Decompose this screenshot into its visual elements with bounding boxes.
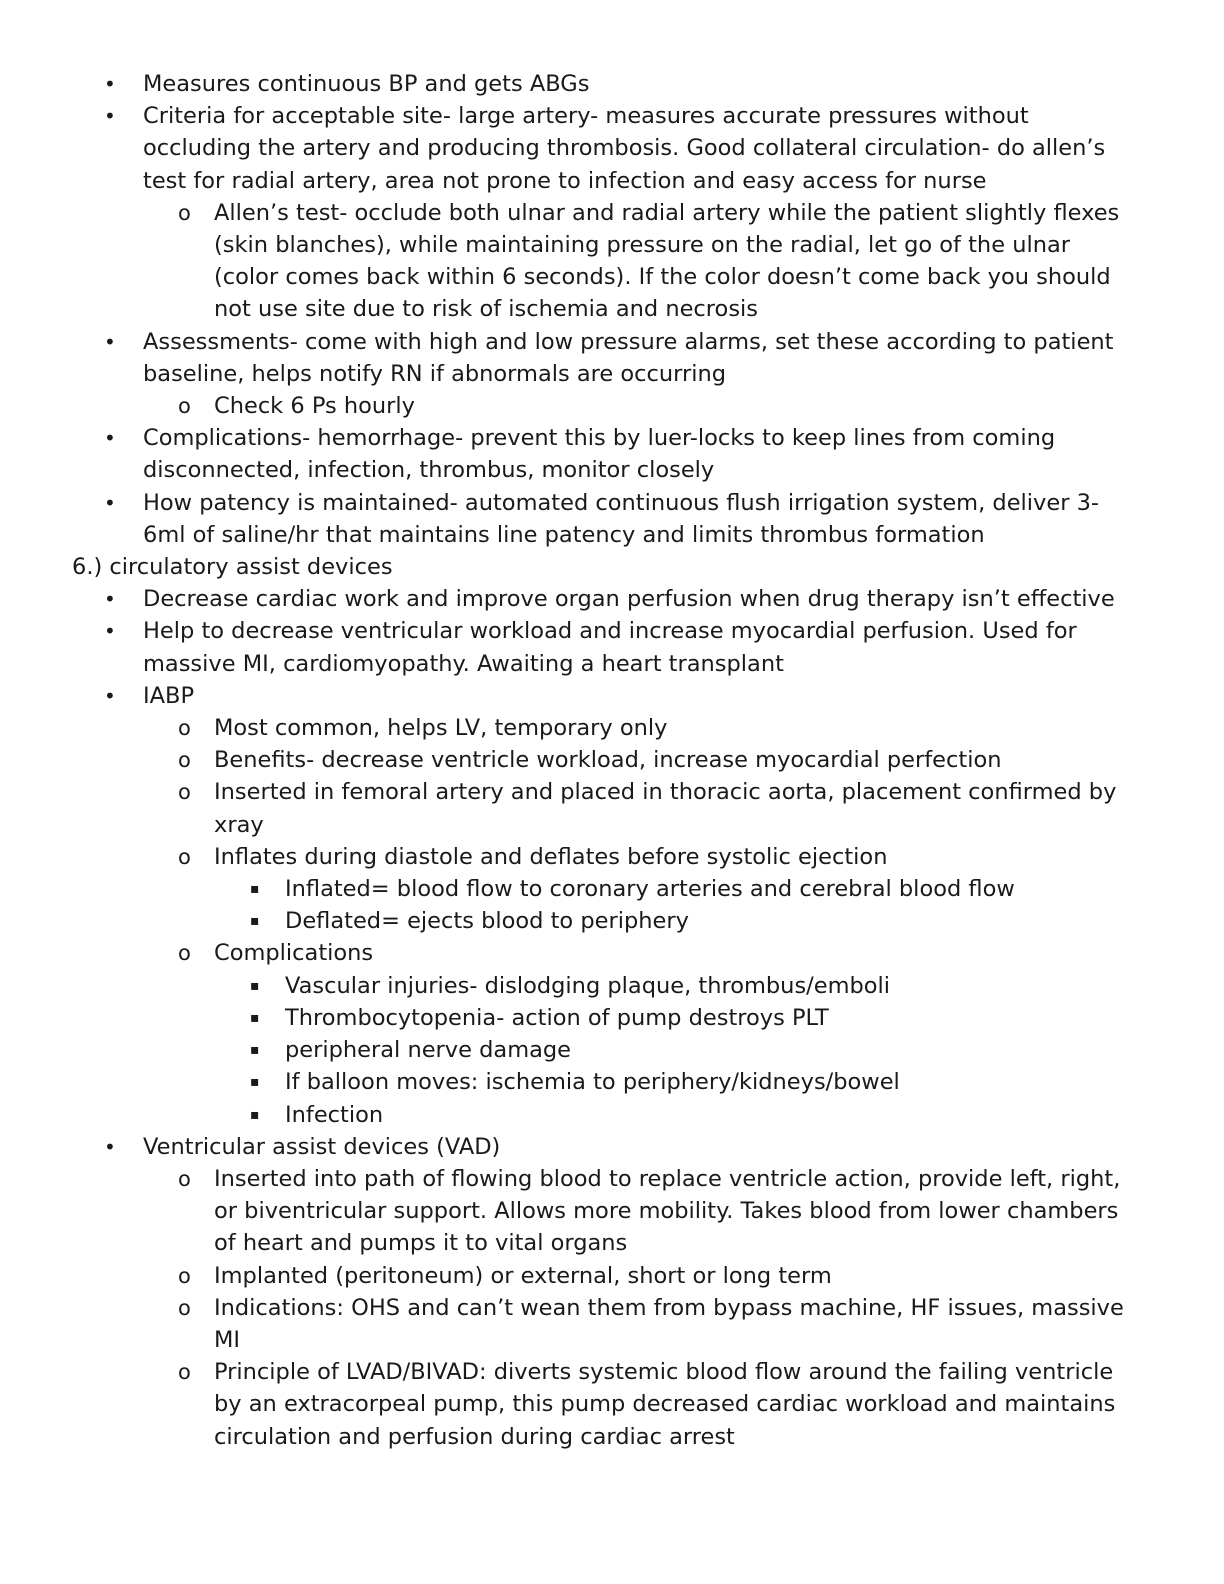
bullet-marker: ▪ [250, 1042, 260, 1059]
list-item-text: Allen’s test- occlude both ulnar and radial artery while the patient slightly flexes (skin blanches), while maintaining pressure on the radial, let go of the ulnar (color comes back within 6 seconds). If the color doesn’t come back you should not use site due to risk of ischemia and necrosis [214, 199, 1120, 323]
list-item-text: Implanted (peritoneum) or external, short or long term [214, 1262, 832, 1289]
bullet-marker: • [104, 426, 116, 451]
list-item [0, 68, 1133, 100]
list-item [0, 1002, 1135, 1034]
list-item-text: Thrombocytopenia- action of pump destroys PLT [285, 1004, 829, 1031]
bullet-marker: ▪ [250, 977, 260, 994]
list-item [0, 197, 1134, 326]
list-item-text: Most common, helps LV, temporary only [214, 715, 668, 742]
list-item-text: Complications- hemorrhage- prevent this by luer-locks to keep lines from coming disconnected, infection, thrombus, monitor closely [143, 425, 1056, 484]
bullet-marker: o [178, 780, 191, 805]
bullet-marker: o [178, 844, 191, 869]
bullet-marker: o [178, 1263, 191, 1288]
bullet-marker: • [104, 104, 116, 129]
list-item [0, 326, 1133, 390]
list-item-text: Inserted into path of flowing blood to replace ventricle action, provide left, right, or biventricular support. Allows more mobility. Takes blood from lower chambers of heart and pumps it to vital organs [214, 1165, 1121, 1257]
list-item-text: Criteria for acceptable site- large artery- measures accurate pressures without occluding the artery and producing thrombosis. Good collateral circulation- do allen’s test for radial artery, area not prone to infection and easy access for nurse [143, 103, 1106, 194]
bullet-marker: • [104, 72, 116, 96]
list-item-text: How patency is maintained- automated continuous flush irrigation system, deliver 3-6ml of saline/hr that maintains line patency and limits thrombus formation [143, 489, 1100, 548]
list-item [0, 1163, 1134, 1260]
list-item [0, 970, 1135, 1002]
bullet-marker: o [178, 716, 191, 741]
list-item-text: Inflated= blood flow to coronary arteries and cerebral blood flow [285, 876, 1015, 903]
list-item-text: Ventricular assist devices (VAD) [143, 1133, 501, 1160]
bullet-marker: o [178, 1166, 191, 1191]
list-item-text: Complications [214, 940, 374, 967]
list-item-text: Benefits- decrease ventricle workload, increase myocardial perfection [214, 747, 1002, 774]
bullet-marker: ▪ [250, 881, 260, 898]
bullet-marker: • [104, 329, 116, 354]
bullet-marker: ▪ [250, 1106, 260, 1123]
bullet-marker: o [178, 1360, 191, 1385]
list-item-text: Infection [285, 1101, 384, 1128]
list-item [0, 744, 1134, 776]
list-item [0, 615, 1133, 679]
section-heading-text: 6.) circulatory assist devices [72, 554, 393, 581]
list-item [0, 487, 1133, 551]
bullet-marker: o [178, 394, 191, 419]
list-item-text: Deflated= ejects blood to periphery [285, 908, 689, 935]
list-item [0, 905, 1135, 937]
list-item [0, 390, 1134, 422]
list-item [0, 873, 1135, 905]
list-item-text: Indications: OHS and can’t wean them from bypass machine, HF issues, massive MI [214, 1294, 1124, 1353]
bullet-marker: • [104, 490, 116, 515]
list-item-text: Principle of LVAD/BIVAD: diverts systemic blood flow around the failing ventricle by an extracorpeal pump, this pump decreased cardiac workload and maintains circulation and perfusion during cardiac arrest [214, 1359, 1116, 1450]
bullet-marker: ▪ [250, 1009, 260, 1026]
bullet-marker: o [178, 941, 191, 966]
section-heading [0, 551, 1132, 583]
list-item [0, 1099, 1135, 1131]
list-item-text: IABP [143, 682, 195, 709]
list-item [0, 422, 1133, 486]
bullet-marker: • [104, 619, 116, 644]
bullet-marker: o [178, 748, 191, 773]
bullet-marker: ▪ [250, 913, 260, 930]
bullet-marker: o [178, 200, 191, 225]
list-item-text: Decrease cardiac work and improve organ perfusion when drug therapy isn’t effective [143, 586, 1115, 613]
list-item [0, 937, 1134, 969]
list-item-text: peripheral nerve damage [285, 1037, 572, 1064]
bullet-marker: • [104, 683, 116, 708]
list-item [0, 680, 1133, 712]
list-item [0, 100, 1133, 197]
list-item [0, 1292, 1134, 1356]
list-item-text: Check 6 Ps hourly [214, 393, 415, 420]
list-item-text: Inserted in femoral artery and placed in thoracic aorta, placement confirmed by xray [214, 779, 1117, 838]
list-item-text: Inflates during diastole and deflates before systolic ejection [214, 843, 888, 870]
bullet-marker: o [178, 1295, 191, 1320]
list-item-text: Help to decrease ventricular workload and increase myocardial perfusion. Used for massive MI, cardiomyopathy. Awaiting a heart transplant [143, 618, 1077, 677]
document-page [0, 68, 1224, 1453]
list-item-text: Vascular injuries- dislodging plaque, thrombus/emboli [285, 972, 891, 999]
bullet-marker: • [104, 1134, 116, 1159]
list-item [0, 1260, 1134, 1292]
list-item [0, 712, 1134, 744]
list-item-text: Assessments- come with high and low pressure alarms, set these according to patient baseline, helps notify RN if abnormals are occurring [143, 328, 1114, 387]
list-item-text: Measures continuous BP and gets ABGs [143, 71, 590, 97]
bullet-marker: • [104, 587, 116, 612]
list-item [0, 841, 1134, 873]
list-item [0, 1066, 1135, 1098]
list-item [0, 1034, 1135, 1066]
bullet-marker: ▪ [250, 1074, 260, 1091]
list-item [0, 583, 1133, 615]
list-item-text: If balloon moves: ischemia to periphery/kidneys/bowel [285, 1069, 900, 1096]
list-item [0, 1356, 1134, 1453]
list-item [0, 1131, 1133, 1163]
list-item [0, 776, 1134, 840]
